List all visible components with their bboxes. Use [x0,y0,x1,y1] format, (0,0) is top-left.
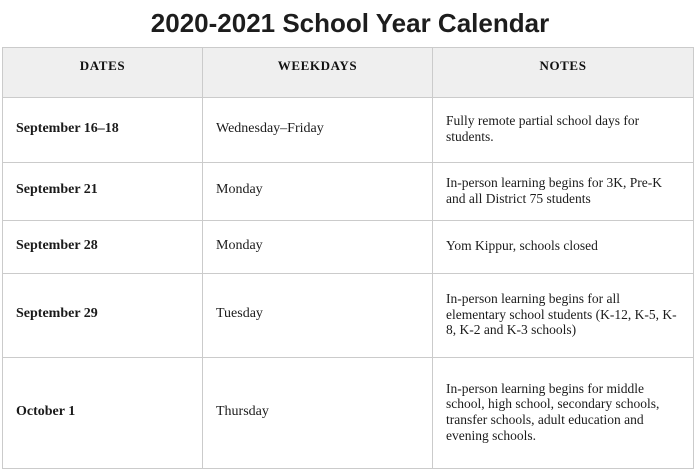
date-cell: October 1 [3,358,203,469]
notes-cell: In-person learning begins for 3K, Pre-K and all District 75 students [433,163,694,221]
date-cell: September 29 [3,274,203,358]
header-row [3,48,694,98]
weekday-cell: Monday [203,163,433,221]
date-cell: September 16–18 [3,98,203,163]
weekday-cell: Wednesday–Friday [203,98,433,163]
date-cell: September 28 [3,221,203,274]
notes-cell: In-person learning begins for all elementary school students (K-12, K-5, K-8, K-2 and K-3 schools) [433,274,694,358]
table-row-september-21 [3,163,694,221]
date-cell: September 21 [3,163,203,221]
table-row-september-16-18 [3,98,694,163]
school-year-calendar-table [2,47,694,469]
weekday-cell: Thursday [203,358,433,469]
notes-cell: In-person learning begins for middle school, high school, secondary schools, transfer schools, adult education and evening schools. [433,358,694,469]
weekday-cell: Tuesday [203,274,433,358]
column-header-notes: NOTES [433,48,694,98]
notes-cell: Fully remote partial school days for students. [433,98,694,163]
table-row-october-1 [3,358,694,469]
table-row-september-29 [3,274,694,358]
notes-cell: Yom Kippur, schools closed [433,221,694,274]
column-header-dates: DATES [3,48,203,98]
table-row-september-28 [3,221,694,274]
weekday-cell: Monday [203,221,433,274]
page-title: 2020-2021 School Year Calendar [150,8,550,38]
column-header-weekdays: WEEKDAYS [203,48,433,98]
